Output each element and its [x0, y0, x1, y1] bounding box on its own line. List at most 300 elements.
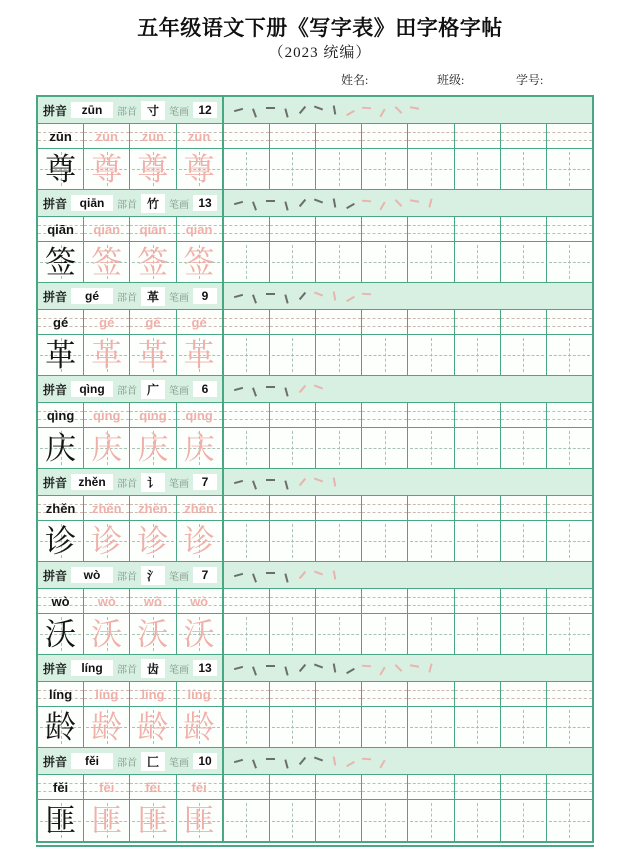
stroke-mark: [252, 573, 257, 582]
pinyin-cell: [501, 682, 547, 706]
stroke-mark: [362, 665, 371, 668]
tianzige-cell: [38, 614, 84, 654]
tianzige-cell: [501, 428, 547, 468]
pinyin-cell: [316, 124, 362, 148]
character-text: 革: [137, 337, 169, 373]
character-block: [38, 655, 592, 748]
pinyin-cell: [316, 589, 362, 613]
tianzige-cell: [455, 428, 501, 468]
stroke-mark: [428, 663, 432, 672]
tianzige-cell: [177, 428, 224, 468]
strokes-label: 笔画: [169, 385, 190, 397]
pinyin-text: qìng: [185, 407, 213, 423]
stroke-mark: [362, 758, 371, 761]
character-block: [38, 97, 592, 190]
tianzige-cell: [501, 242, 547, 282]
tianzige-cell: [270, 149, 316, 189]
tianzige-cell: [130, 149, 176, 189]
radical-label: 部首: [117, 478, 138, 490]
pinyin-cell: [177, 403, 224, 427]
pinyin-cell: [130, 310, 176, 334]
name-label: 姓名:: [341, 73, 369, 87]
radical-value: 竹: [141, 194, 165, 213]
tianzige-cell: [224, 149, 270, 189]
tianzige-cell: [501, 521, 547, 561]
tianzige-cell: [408, 242, 454, 282]
character-text: 尊: [91, 151, 123, 187]
tianzige-cell: [84, 614, 130, 654]
tianzige-cell: [84, 521, 130, 561]
strokes-value: 7: [193, 474, 217, 490]
tianzige-cell: [547, 428, 592, 468]
pinyin-cell: [455, 496, 501, 520]
stroke-mark: [266, 293, 275, 295]
strokes-value: 12: [193, 102, 217, 118]
stroke-mark: [362, 107, 371, 110]
tianzige-cell: [270, 521, 316, 561]
stroke-mark: [379, 759, 385, 768]
character-text: 诊: [91, 523, 123, 559]
pinyin-cell: [501, 124, 547, 148]
character-practice-row: [38, 335, 592, 376]
tianzige-cell: [316, 428, 362, 468]
pinyin-text: qiān: [185, 221, 213, 237]
pinyin-cell: [84, 124, 130, 148]
character-block: [38, 283, 592, 376]
stroke-mark: [333, 198, 337, 207]
pinyin-practice-row: [38, 124, 592, 149]
pinyin-cell: [547, 682, 592, 706]
character-text: 签: [183, 244, 215, 280]
stroke-mark: [284, 759, 288, 768]
pinyin-cell: [224, 124, 270, 148]
stroke-mark: [395, 106, 403, 114]
stroke-order-diagram: [224, 190, 592, 216]
pinyin-cell: [38, 403, 84, 427]
page-subtitle: （2023 统编）: [268, 45, 372, 61]
pinyin-cell: [362, 775, 408, 799]
pinyin-cell: [362, 403, 408, 427]
strokes-value: 10: [193, 753, 217, 769]
pinyin-cell: [84, 496, 130, 520]
stroke-mark: [234, 387, 243, 391]
pinyin-cell: [501, 403, 547, 427]
stroke-mark: [252, 666, 257, 675]
worksheet-grid: [36, 95, 594, 843]
stroke-order-diagram: [224, 748, 592, 774]
tianzige-cell: [362, 800, 408, 841]
pinyin-text: zhěn: [138, 500, 168, 516]
tianzige-cell: [270, 707, 316, 747]
block-header: [38, 283, 592, 310]
stroke-mark: [314, 199, 323, 204]
pinyin-cell: [177, 775, 224, 799]
pinyin-label: 拼音: [43, 568, 68, 583]
character-practice-row: [38, 149, 592, 190]
tianzige-cell: [84, 707, 130, 747]
tianzige-cell: [362, 521, 408, 561]
pinyin-label: 拼音: [43, 289, 68, 304]
tianzige-cell: [38, 242, 84, 282]
pinyin-text: líng: [141, 686, 165, 702]
pinyin-cell: [316, 775, 362, 799]
character-text: 诊: [137, 523, 169, 559]
stroke-mark: [379, 201, 385, 210]
pinyin-cell: [38, 589, 84, 613]
tianzige-cell: [547, 800, 592, 841]
tianzige-cell: [177, 707, 224, 747]
pinyin-cell: [547, 403, 592, 427]
character-block: [38, 469, 592, 562]
tianzige-cell: [455, 800, 501, 841]
character-block: [38, 376, 592, 469]
pinyin-practice-row: [38, 775, 592, 800]
stroke-mark: [314, 106, 323, 111]
pinyin-label: 拼音: [43, 475, 68, 490]
radical-value: 广: [141, 380, 165, 399]
character-text: 革: [91, 337, 123, 373]
tianzige-cell: [501, 800, 547, 841]
stroke-mark: [284, 294, 288, 303]
pinyin-cell: [270, 217, 316, 241]
stroke-mark: [252, 387, 257, 396]
tianzige-cell: [177, 614, 224, 654]
pinyin-cell: [130, 217, 176, 241]
pinyin-text: wò: [97, 593, 116, 609]
pinyin-cell: [270, 124, 316, 148]
radical-value: 齿: [141, 659, 165, 678]
stroke-mark: [234, 573, 243, 577]
pinyin-cell: [38, 682, 84, 706]
pinyin-label: 拼音: [43, 196, 68, 211]
block-info: [38, 562, 224, 588]
pinyin-text: qìng: [93, 407, 121, 423]
student-no-label: 学号:: [516, 73, 544, 87]
block-info: [38, 655, 224, 681]
pinyin-cell: [130, 589, 176, 613]
pinyin-cell: [177, 589, 224, 613]
pinyin-cell: [84, 217, 130, 241]
page-title: 五年级语文下册《写字表》田字格字帖: [137, 17, 503, 40]
pinyin-text: fěi: [53, 779, 69, 795]
character-practice-row: [38, 707, 592, 748]
stroke-mark: [284, 108, 288, 117]
stroke-mark: [333, 291, 337, 300]
character-text: 龄: [137, 709, 169, 745]
stroke-order-diagram: [224, 469, 592, 495]
character-text: 庆: [137, 430, 169, 466]
tianzige-cell: [547, 614, 592, 654]
tianzige-cell: [38, 707, 84, 747]
tianzige-cell: [408, 614, 454, 654]
pinyin-cell: [316, 217, 362, 241]
pinyin-cell: [224, 217, 270, 241]
tianzige-cell: [38, 800, 84, 841]
character-text: 签: [137, 244, 169, 280]
block-info: [38, 190, 224, 216]
pinyin-text: fěi: [145, 779, 161, 795]
pinyin-cell: [316, 496, 362, 520]
stroke-mark: [333, 756, 337, 765]
strokes-value: 13: [193, 195, 217, 211]
tianzige-cell: [130, 707, 176, 747]
character-text: 革: [45, 337, 77, 373]
pinyin-cell: [84, 682, 130, 706]
tianzige-cell: [130, 614, 176, 654]
pinyin-practice-row: [38, 217, 592, 242]
pinyin-cell: [408, 403, 454, 427]
pinyin-text: líng: [49, 686, 73, 702]
pinyin-cell: [501, 496, 547, 520]
pinyin-cell: [84, 310, 130, 334]
stroke-mark: [346, 667, 355, 673]
stroke-mark: [252, 480, 257, 489]
tianzige-cell: [316, 707, 362, 747]
pinyin-text: gé: [99, 314, 115, 330]
pinyin-text: líng: [95, 686, 119, 702]
stroke-mark: [333, 105, 337, 114]
pinyin-cell: [38, 217, 84, 241]
pinyin-cell: [270, 775, 316, 799]
tianzige-cell: [501, 335, 547, 375]
pinyin-cell: [547, 310, 592, 334]
tianzige-cell: [408, 149, 454, 189]
pinyin-cell: [362, 496, 408, 520]
stroke-mark: [234, 294, 243, 298]
pinyin-cell: [408, 124, 454, 148]
pinyin-text: zhěn: [91, 500, 122, 516]
stroke-mark: [266, 665, 275, 667]
tianzige-cell: [224, 428, 270, 468]
character-text: 庆: [91, 430, 123, 466]
pinyin-text: líng: [187, 686, 211, 702]
strokes-label: 笔画: [169, 106, 190, 118]
pinyin-cell: [270, 589, 316, 613]
pinyin-text: qiān: [139, 221, 167, 237]
tianzige-cell: [84, 242, 130, 282]
tianzige-cell: [38, 335, 84, 375]
tianzige-cell: [408, 800, 454, 841]
character-text: 诊: [45, 523, 77, 559]
stroke-mark: [314, 385, 323, 390]
pinyin-cell: [130, 403, 176, 427]
character-block: [38, 562, 592, 655]
stroke-mark: [252, 294, 257, 303]
radical-label: 部首: [117, 199, 138, 211]
character-practice-row: [38, 428, 592, 469]
pinyin-cell: [130, 775, 176, 799]
tianzige-cell: [316, 242, 362, 282]
character-text: 匪: [183, 803, 215, 838]
tianzige-cell: [362, 614, 408, 654]
tianzige-cell: [38, 428, 84, 468]
stroke-mark: [410, 664, 419, 668]
character-text: 革: [183, 337, 215, 373]
stroke-mark: [314, 757, 323, 762]
tianzige-cell: [316, 614, 362, 654]
pinyin-cell: [455, 310, 501, 334]
tianzige-cell: [270, 335, 316, 375]
strokes-value: 6: [193, 381, 217, 397]
class-label: 班级:: [437, 73, 465, 87]
pinyin-cell: [501, 310, 547, 334]
tianzige-cell: [38, 149, 84, 189]
tianzige-cell: [362, 149, 408, 189]
tianzige-cell: [362, 707, 408, 747]
tianzige-cell: [130, 428, 176, 468]
tianzige-cell: [408, 707, 454, 747]
character-text: 匪: [91, 803, 123, 838]
pinyin-cell: [455, 682, 501, 706]
pinyin-cell: [316, 682, 362, 706]
tianzige-cell: [455, 149, 501, 189]
pinyin-value: zhěn: [71, 474, 113, 490]
tianzige-cell: [501, 614, 547, 654]
pinyin-label: 拼音: [43, 382, 68, 397]
strokes-value: 9: [193, 288, 217, 304]
stroke-mark: [252, 108, 257, 117]
radical-label: 部首: [117, 664, 138, 676]
tianzige-cell: [270, 428, 316, 468]
tianzige-cell: [38, 521, 84, 561]
stroke-mark: [234, 480, 243, 484]
character-text: 沃: [91, 616, 123, 652]
pinyin-cell: [547, 217, 592, 241]
pinyin-cell: [38, 775, 84, 799]
tianzige-cell: [316, 335, 362, 375]
strokes-label: 笔画: [169, 757, 190, 769]
pinyin-cell: [362, 682, 408, 706]
stroke-mark: [410, 106, 419, 110]
tianzige-cell: [362, 428, 408, 468]
pinyin-cell: [455, 124, 501, 148]
pinyin-text: zhěn: [45, 500, 76, 516]
pinyin-cell: [38, 310, 84, 334]
pinyin-cell: [455, 217, 501, 241]
stroke-mark: [299, 106, 306, 114]
pinyin-text: zūn: [187, 128, 211, 144]
tianzige-cell: [408, 335, 454, 375]
stroke-mark: [234, 759, 243, 763]
block-header: [38, 748, 592, 775]
character-text: 尊: [183, 151, 215, 187]
pinyin-cell: [455, 775, 501, 799]
tianzige-cell: [224, 521, 270, 561]
stroke-mark: [362, 293, 371, 296]
block-info: [38, 376, 224, 402]
pinyin-practice-row: [38, 403, 592, 428]
pinyin-cell: [316, 310, 362, 334]
character-text: 沃: [183, 616, 215, 652]
stroke-mark: [299, 385, 306, 393]
character-text: 尊: [45, 151, 77, 187]
pinyin-value: zūn: [71, 102, 113, 118]
block-info: [38, 748, 224, 774]
pinyin-cell: [408, 682, 454, 706]
pinyin-practice-row: [38, 682, 592, 707]
pinyin-cell: [270, 496, 316, 520]
pinyin-text: zūn: [141, 128, 165, 144]
character-text: 尊: [137, 151, 169, 187]
pinyin-cell: [224, 496, 270, 520]
tianzige-cell: [84, 335, 130, 375]
pinyin-cell: [224, 775, 270, 799]
tianzige-cell: [362, 335, 408, 375]
tianzige-cell: [224, 242, 270, 282]
pinyin-text: fěi: [99, 779, 115, 795]
pinyin-text: zūn: [49, 128, 72, 144]
radical-label: 部首: [117, 757, 138, 769]
tianzige-cell: [501, 707, 547, 747]
stroke-mark: [284, 201, 288, 210]
tianzige-cell: [177, 149, 224, 189]
pinyin-cell: [130, 682, 176, 706]
stroke-mark: [299, 292, 306, 300]
stroke-mark: [346, 295, 355, 301]
pinyin-cell: [408, 775, 454, 799]
stroke-order-diagram: [224, 562, 592, 588]
pinyin-practice-row: [38, 589, 592, 614]
strokes-label: 笔画: [169, 664, 190, 676]
character-text: 庆: [183, 430, 215, 466]
pinyin-label: 拼音: [43, 103, 68, 118]
character-text: 沃: [137, 616, 169, 652]
tianzige-cell: [270, 614, 316, 654]
radical-value: 寸: [141, 101, 165, 120]
tianzige-cell: [455, 707, 501, 747]
tianzige-cell: [177, 335, 224, 375]
stroke-mark: [333, 663, 337, 672]
block-info: [38, 283, 224, 309]
pinyin-cell: [362, 589, 408, 613]
strokes-label: 笔画: [169, 199, 190, 211]
pinyin-text: qiān: [93, 221, 121, 237]
tianzige-cell: [130, 521, 176, 561]
pinyin-text: qìng: [46, 407, 75, 423]
stroke-mark: [410, 199, 419, 203]
character-practice-row: [38, 614, 592, 655]
stroke-order-diagram: [224, 376, 592, 402]
pinyin-cell: [177, 682, 224, 706]
tianzige-cell: [547, 149, 592, 189]
radical-value: 革: [141, 287, 165, 306]
pinyin-cell: [84, 589, 130, 613]
character-text: 龄: [45, 709, 77, 745]
pinyin-cell: [270, 403, 316, 427]
pinyin-cell: [177, 217, 224, 241]
radical-label: 部首: [117, 385, 138, 397]
pinyin-cell: [362, 310, 408, 334]
stroke-mark: [346, 109, 355, 115]
pinyin-cell: [84, 403, 130, 427]
stroke-mark: [266, 107, 275, 109]
radical-label: 部首: [117, 106, 138, 118]
tianzige-cell: [547, 521, 592, 561]
block-header: [38, 190, 592, 217]
character-practice-row: [38, 800, 592, 841]
block-header: [38, 655, 592, 682]
pinyin-cell: [177, 310, 224, 334]
pinyin-cell: [38, 496, 84, 520]
pinyin-cell: [547, 496, 592, 520]
strokes-label: 笔画: [169, 478, 190, 490]
block-header: [38, 97, 592, 124]
pinyin-practice-row: [38, 310, 592, 335]
pinyin-cell: [408, 310, 454, 334]
pinyin-cell: [547, 775, 592, 799]
stroke-mark: [266, 386, 275, 388]
stroke-mark: [252, 759, 257, 768]
